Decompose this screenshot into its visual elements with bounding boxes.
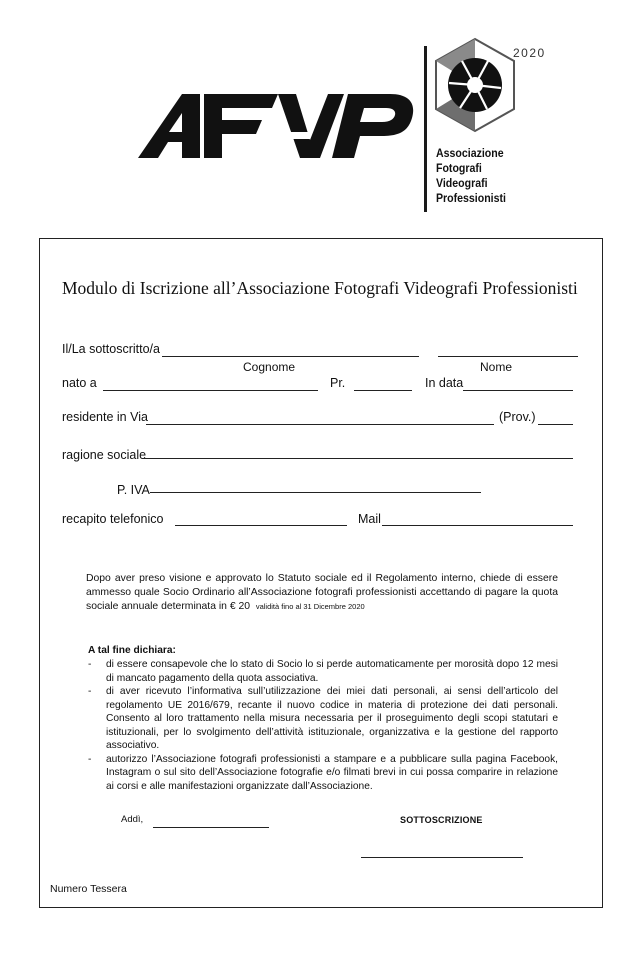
phone-field[interactable] [175, 525, 347, 526]
province-field[interactable] [354, 390, 412, 391]
validity-note: validità fino al 31 Dicembre 2020 [255, 602, 365, 611]
list-item-text: di essere consapevole che lo stato di Socio lo si perde automaticamente per morosità dopo 12 mesi di mancato pagamento della quota associativa. [106, 659, 558, 684]
surname-caption: Cognome [243, 360, 296, 374]
afvp-logo [138, 88, 418, 170]
membership-declaration [86, 572, 558, 614]
bullet-dash: - [88, 753, 92, 765]
phone-label: recapito telefonico [62, 512, 164, 526]
province-label: Pr. [330, 376, 346, 390]
first-name-field[interactable] [438, 356, 578, 357]
list-item [88, 685, 558, 753]
mail-field[interactable] [382, 525, 573, 526]
bullet-dash: - [88, 659, 92, 670]
place-date-field[interactable] [153, 827, 269, 828]
vat-label: P. IVA [117, 483, 150, 497]
dichiara-heading: A tal fine dichiara: [88, 645, 176, 656]
list-item-text: autorizzo l’Associazione fotografi professionisti a stampare e a pubblicare sulla pagina Facebook, Instagram o sul sito dell’Associazione fotografie e/o filmati brevi in cui possa comparire in relazione ai corsi e alle manifestazioni organizzate dall’Associazione. [106, 753, 558, 792]
form-title: Modulo di Iscrizione all’Associazione Fotografi Videografi Professionisti [62, 278, 578, 298]
vat-field[interactable] [150, 492, 481, 493]
date-label: In data [425, 376, 464, 390]
list-item [88, 753, 558, 794]
signature-label: SOTTOSCRIZIONE [400, 815, 483, 825]
bullet-dash: - [88, 686, 92, 697]
organization-name [436, 147, 546, 207]
prov-label: (Prov.) [499, 410, 536, 424]
org-name-line: Associazione [436, 148, 504, 160]
surname-field[interactable] [162, 356, 419, 357]
list-item [88, 658, 558, 685]
birthdate-field[interactable] [463, 390, 573, 391]
place-label: Addì, [121, 814, 144, 825]
company-name-label: ragione sociale [62, 448, 147, 462]
declaration-text: Dopo aver preso visione e approvato lo Statuto sociale ed il Regolamento interno, chiede di essere ammesso quale Socio Ordinario all’Associazione fotografi professionisti accettando di pagare la quota sociale annuale determinata in € 20 [86, 573, 558, 612]
first-name-caption: Nome [480, 360, 513, 374]
org-name-line: Videografi [436, 178, 488, 190]
undersigned-label: Il/La sottoscritto/a [62, 342, 160, 356]
org-name-line: Professionisti [436, 193, 506, 205]
dichiara-list [88, 658, 558, 793]
address-field[interactable] [146, 424, 494, 425]
logo-year: 2020 [513, 46, 546, 60]
residence-label: residente in Via [62, 410, 148, 424]
aperture-icon [432, 36, 518, 134]
mail-label: Mail [358, 512, 381, 526]
org-name-line: Fotografi [436, 163, 482, 175]
born-in-label: nato a [62, 376, 97, 390]
birthplace-field[interactable] [103, 390, 318, 391]
card-number-label: Numero Tessera [50, 883, 127, 895]
company-name-field[interactable] [142, 458, 573, 459]
list-item-text: di aver ricevuto l’informativa sull’utilizzazione dei miei dati personali, ai sensi dell’articolo del regolamento UE 2016/679, recante il nuovo codice in materia di protezione dei dati personali. Consento al loro trattamento nella misura necessaria per il proseguimento degli scopi statutari e istituzionali, per lo svolgimento dell’attività istituzionale, organizzativa e la gestione del rapporto associativo. [106, 686, 558, 751]
prov-field[interactable] [538, 424, 573, 425]
signature-field[interactable] [361, 857, 523, 858]
logo-divider [424, 46, 427, 212]
